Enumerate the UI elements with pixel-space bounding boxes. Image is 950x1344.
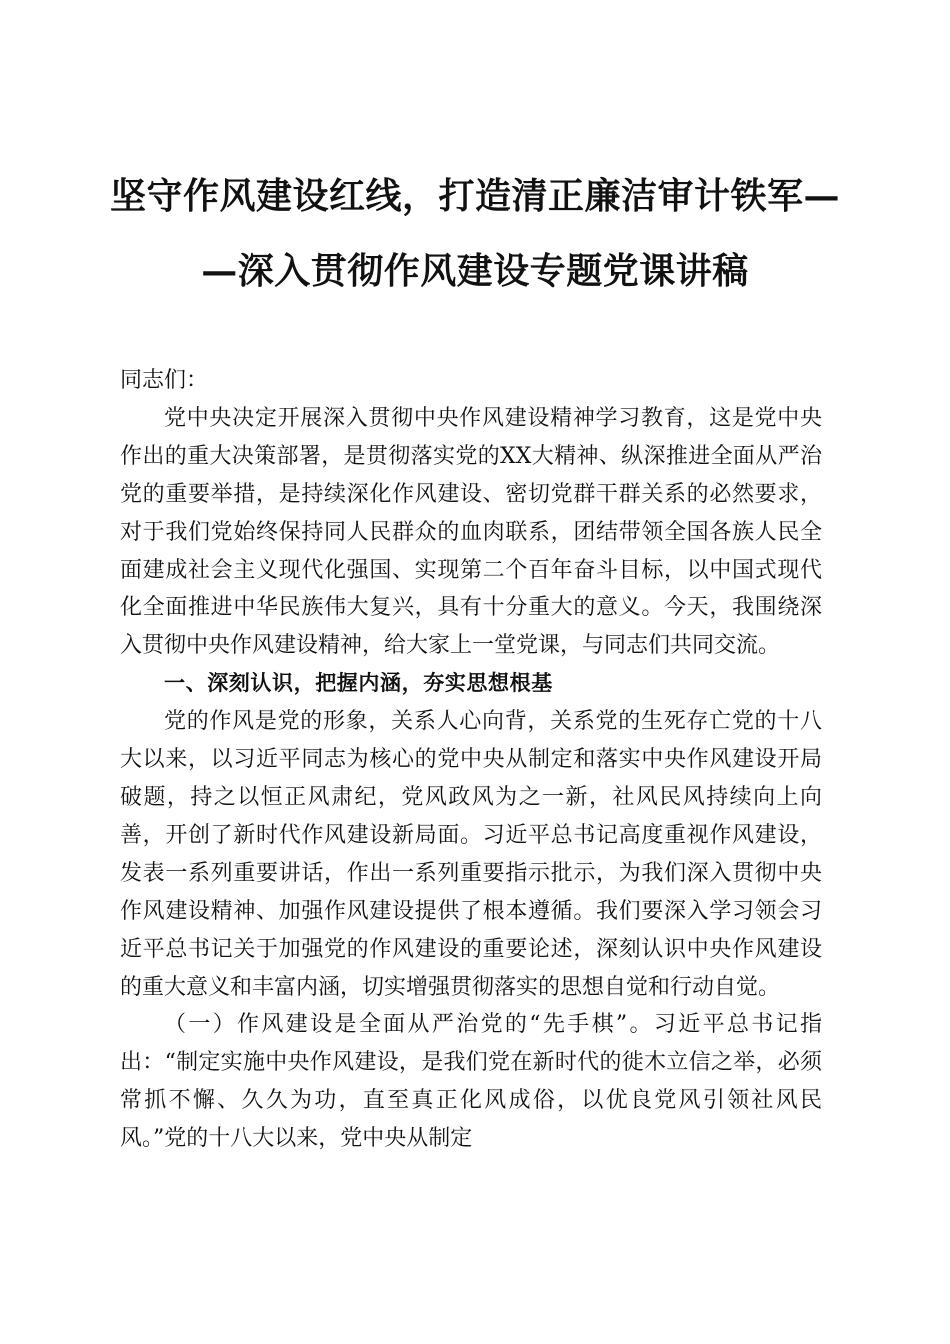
paragraph-3: （一）作风建设是全面从严治党的“先手棋”。习近平总书记指出：“制定实施中央作风建设，是我们党在新时代的徙木立信之举，必须常抓不懈、久久为功，直至真正化风成俗，以优良党风引领社风民风。”党的十八大以来，党中央从制定	[120, 1012, 822, 1152]
document-title-line-2: —深入贯彻作风建设专题党课讲稿	[201, 250, 749, 292]
paragraph-2: 党的作风是党的形象，关系人心向背，关系党的生死存亡党的十八大以来，以习近平同志为核心的党中央从制定和落实中央作风建设开局破题，持之以恒正风肃纪，党风政风为之一新，社风民风持续向上向善，开创了新时代作风建设新局面。习近平总书记高度重视作风建设，发表一系列重要讲话，作出一系列重要指示批示，为我们深入贯彻中央作风建设精神、加强作风建设提供了根本遵循。我们要深入学习领会习近平总书记关于加强党的作风建设的重要论述，深刻认识中央作风建设的重大意义和丰富内涵，切实增强贯彻落实的思想自觉和行动自觉。	[120, 709, 822, 1000]
document-title-line-1: 坚守作风建设红线，打造清正廉洁审计铁军—	[109, 175, 840, 217]
salutation: 同志们：	[120, 368, 209, 393]
section-heading-1: 一、深刻认识，把握内涵，夯实思想根基	[164, 671, 553, 696]
document-body	[120, 362, 822, 1158]
paragraph-1: 党中央决定开展深入贯彻中央作风建设精神学习教育，这是党中央作出的重大决策部署，是贯彻落实党的XX大精神、纵深推进全面从严治党的重要举措，是持续深化作风建设、密切党群干群关系的必然要求，对于我们党始终保持同人民群众的血肉联系，团结带领全国各族人民全面建成社会主义现代化强国、实现第二个百年奋斗目标，以中国式现代化全面推进中华民族伟大复兴，具有十分重大的意义。今天，我围绕深入贯彻中央作风建设精神，给大家上一堂党课，与同志们共同交流。	[120, 405, 822, 659]
